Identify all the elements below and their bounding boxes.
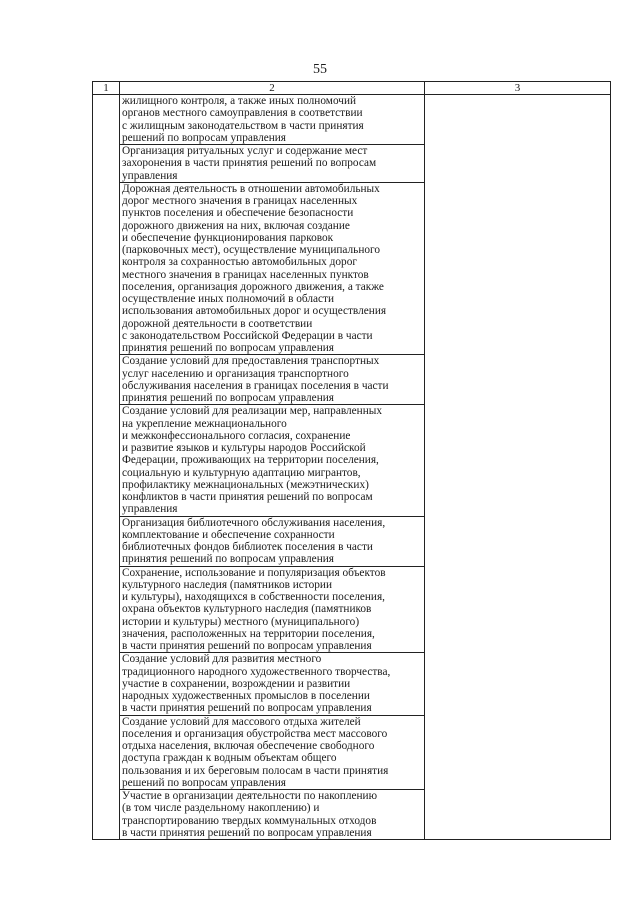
column-header-1: 1 xyxy=(93,82,120,95)
authority-description: Создание условий для предоставления транспортных услуг населению и организация транспортного обслуживания населения в границах поселения в части принятия решений по вопросам управления xyxy=(120,355,425,405)
authority-description: Создание условий для реализации мер, направленных на укрепление межнационального и межконфессионального согласия, сохранение и развитие языков и культуры народов Российской Федерации, проживающих на территории поселения, социальную и культурную адаптацию мигрантов, профилактику межнациональных (межэтнических) конфликтов в части принятия решений по вопросам управления xyxy=(120,405,425,516)
column-3-cell xyxy=(425,95,611,840)
authority-description: Создание условий для массового отдыха жителей поселения и организация обустройства мест массового отдыха населения, включая обеспечение свободного доступа граждан к водным объектам общего пользования и их береговым полосам в части принятия решений по вопросам управления xyxy=(120,715,425,790)
page-number: 55 xyxy=(313,62,327,77)
authority-table xyxy=(92,81,611,840)
authority-description: жилищного контроля, а также иных полномочий органов местного самоуправления в соответствии с жилищным законодательством в части принятия решений по вопросам управления xyxy=(120,95,425,145)
authority-description: Создание условий для развития местного традиционного народного художественного творчества, участие в сохранении, возрождении и развитии народных художественных промыслов в поселении в части принятия решений по вопросам управления xyxy=(120,653,425,715)
authority-description: Организация библиотечного обслуживания населения, комплектование и обеспечение сохранности библиотечных фондов библиотек поселения в части принятия решений по вопросам управления xyxy=(120,516,425,566)
column-header-3: 3 xyxy=(425,82,611,95)
column-1-cell xyxy=(93,95,120,840)
authority-description: Организация ритуальных услуг и содержание мест захоронения в части принятия решений по вопросам управления xyxy=(120,145,425,183)
column-header-row xyxy=(93,82,611,95)
authority-description: Участие в организации деятельности по накоплению (в том числе раздельному накоплению) и транспортированию твердых коммунальных отходов в части принятия решений по вопросам управления xyxy=(120,790,425,840)
authority-description: Сохранение, использование и популяризация объектов культурного наследия (памятников истории и культуры), находящихся в собственности поселения, охрана объектов культурного наследия (памятников истории и культуры) местного (муниципального) значения, расположенных на территории поселения, в части принятия решений по вопросам управления xyxy=(120,566,425,653)
column-header-2: 2 xyxy=(120,82,425,95)
authority-description: Дорожная деятельность в отношении автомобильных дорог местного значения в границах населенных пунктов поселения и обеспечение безопасности дорожного движения на них, включая создание и обеспечение функционирования парковок (парковочных мест), осуществление муниципального контроля за сохранностью автомобильных дорог местного значения в границах населенных пунктов поселения, организация дорожного движения, а также осуществление иных полномочий в области использования автомобильных дорог и осуществления дорожной деятельности в соответствии с законодательством Российской Федерации в части принятия решений по вопросам управления xyxy=(120,182,425,355)
table-row xyxy=(93,95,611,145)
